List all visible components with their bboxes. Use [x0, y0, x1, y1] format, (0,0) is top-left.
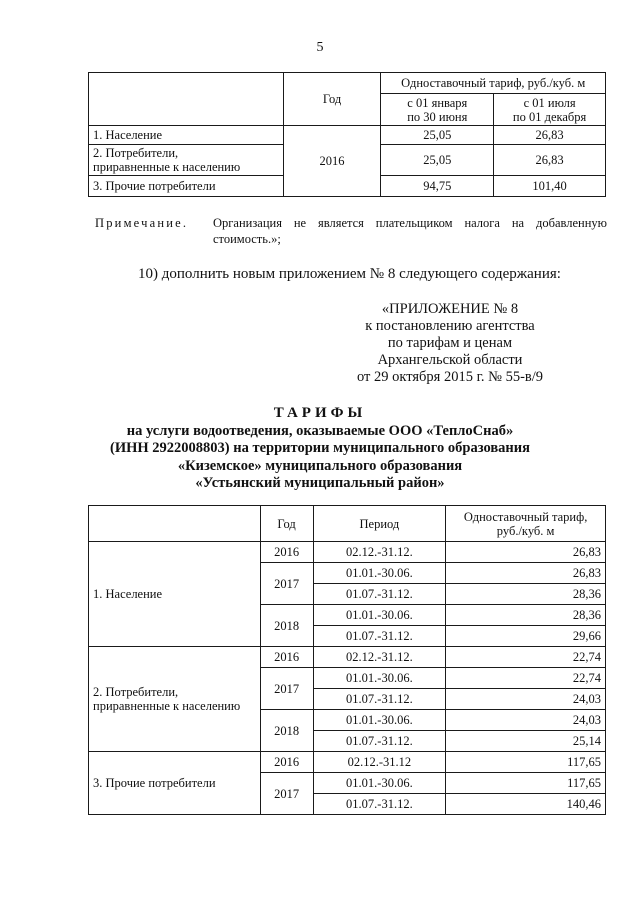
table2-value: 24,03 — [446, 710, 606, 731]
table2-period: 01.07.-31.12. — [313, 689, 446, 710]
table2-year: 2016 — [260, 752, 313, 773]
table2-period: 01.07.-31.12. — [313, 626, 446, 647]
document-title — [0, 405, 640, 493]
tariff-table-2016 — [88, 72, 606, 197]
table2-period: 02.12.-31.12. — [313, 647, 446, 668]
table2-period: 01.01.-30.06. — [313, 668, 446, 689]
table2-value: 140,46 — [446, 794, 606, 815]
title-heading: ТАРИФЫ — [273, 405, 367, 421]
table2-year: 2016 — [260, 542, 313, 563]
table2-year: 2018 — [260, 710, 313, 752]
table1-value: 26,83 — [494, 126, 606, 145]
table2-header-year: Год — [260, 506, 313, 542]
tariff-table-periods — [88, 505, 606, 815]
amendment-paragraph: 10) дополнить новым приложением № 8 следующего содержания: — [138, 266, 561, 282]
table1-value: 101,40 — [494, 176, 606, 197]
table2-header-tariff: Одноставочный тариф, руб./куб. м — [446, 506, 606, 542]
table1-value: 25,05 — [381, 145, 494, 176]
table2-value: 22,74 — [446, 647, 606, 668]
table2-category: 2. Потребители, приравненные к населению — [89, 647, 261, 752]
table2-year: 2017 — [260, 668, 313, 710]
table2-header-category — [89, 506, 261, 542]
table1-header-period1: с 01 января по 30 июня — [381, 94, 494, 126]
table2-period: 01.07.-31.12. — [313, 794, 446, 815]
table2-value: 24,03 — [446, 689, 606, 710]
table2-year: 2017 — [260, 773, 313, 815]
table2-year: 2018 — [260, 605, 313, 647]
table1-value: 94,75 — [381, 176, 494, 197]
table1-header-category — [89, 73, 284, 126]
table2-header-period: Период — [313, 506, 446, 542]
table2-value: 26,83 — [446, 542, 606, 563]
table2-value: 29,66 — [446, 626, 606, 647]
table1-value: 25,05 — [381, 126, 494, 145]
table2-value: 28,36 — [446, 584, 606, 605]
appendix-line: «ПРИЛОЖЕНИЕ № 8 — [381, 301, 519, 317]
appendix-line: Архангельской области — [377, 352, 523, 368]
table2-period: 01.01.-30.06. — [313, 605, 446, 626]
table1-header-year: Год — [283, 73, 381, 126]
table2-value: 117,65 — [446, 752, 606, 773]
table2-period: 01.01.-30.06. — [313, 563, 446, 584]
table1-category: 3. Прочие потребители — [89, 176, 284, 197]
table1-header-period2: с 01 июля по 01 декабря — [494, 94, 606, 126]
table2-value: 25,14 — [446, 731, 606, 752]
note-text: Организация не является плательщиком налога на добавленную стоимость.»; — [213, 216, 607, 246]
title-line: «Устьянский муниципальный район» — [195, 475, 445, 491]
table2-period: 01.07.-31.12. — [313, 584, 446, 605]
table2-value: 26,83 — [446, 563, 606, 584]
table1-header-tariff: Одноставочный тариф, руб./куб. м — [381, 73, 606, 94]
title-line: «Киземское» муниципального образования — [177, 457, 463, 474]
table2-category: 1. Население — [89, 542, 261, 647]
appendix-line: от 29 октября 2015 г. № 55-в/9 — [356, 369, 544, 385]
table1-year: 2016 — [283, 126, 381, 197]
appendix-line: к постановлению агентства — [365, 318, 535, 334]
table2-value: 28,36 — [446, 605, 606, 626]
table1-category: 1. Население — [89, 126, 284, 145]
title-line: на услуги водоотведения, оказываемые ООО «ТеплоСнаб» — [126, 422, 514, 439]
table1-category: 2. Потребители, приравненные к населению — [89, 145, 284, 176]
appendix-header — [330, 301, 570, 386]
table2-value: 22,74 — [446, 668, 606, 689]
table2-period: 01.01.-30.06. — [313, 710, 446, 731]
table2-value: 117,65 — [446, 773, 606, 794]
table2-year: 2017 — [260, 563, 313, 605]
table2-period: 01.07.-31.12. — [313, 731, 446, 752]
appendix-line: по тарифам и ценам — [387, 335, 513, 351]
table2-year: 2016 — [260, 647, 313, 668]
page-number: 5 — [316, 40, 324, 55]
note-label: Примечание. — [95, 216, 189, 230]
table2-period: 02.12.-31.12. — [313, 542, 446, 563]
title-line: (ИНН 2922008803) на территории муниципального образования — [110, 440, 530, 456]
table2-period: 01.01.-30.06. — [313, 773, 446, 794]
table1-value: 26,83 — [494, 145, 606, 176]
table2-period: 02.12.-31.12 — [313, 752, 446, 773]
table2-category: 3. Прочие потребители — [89, 752, 261, 815]
